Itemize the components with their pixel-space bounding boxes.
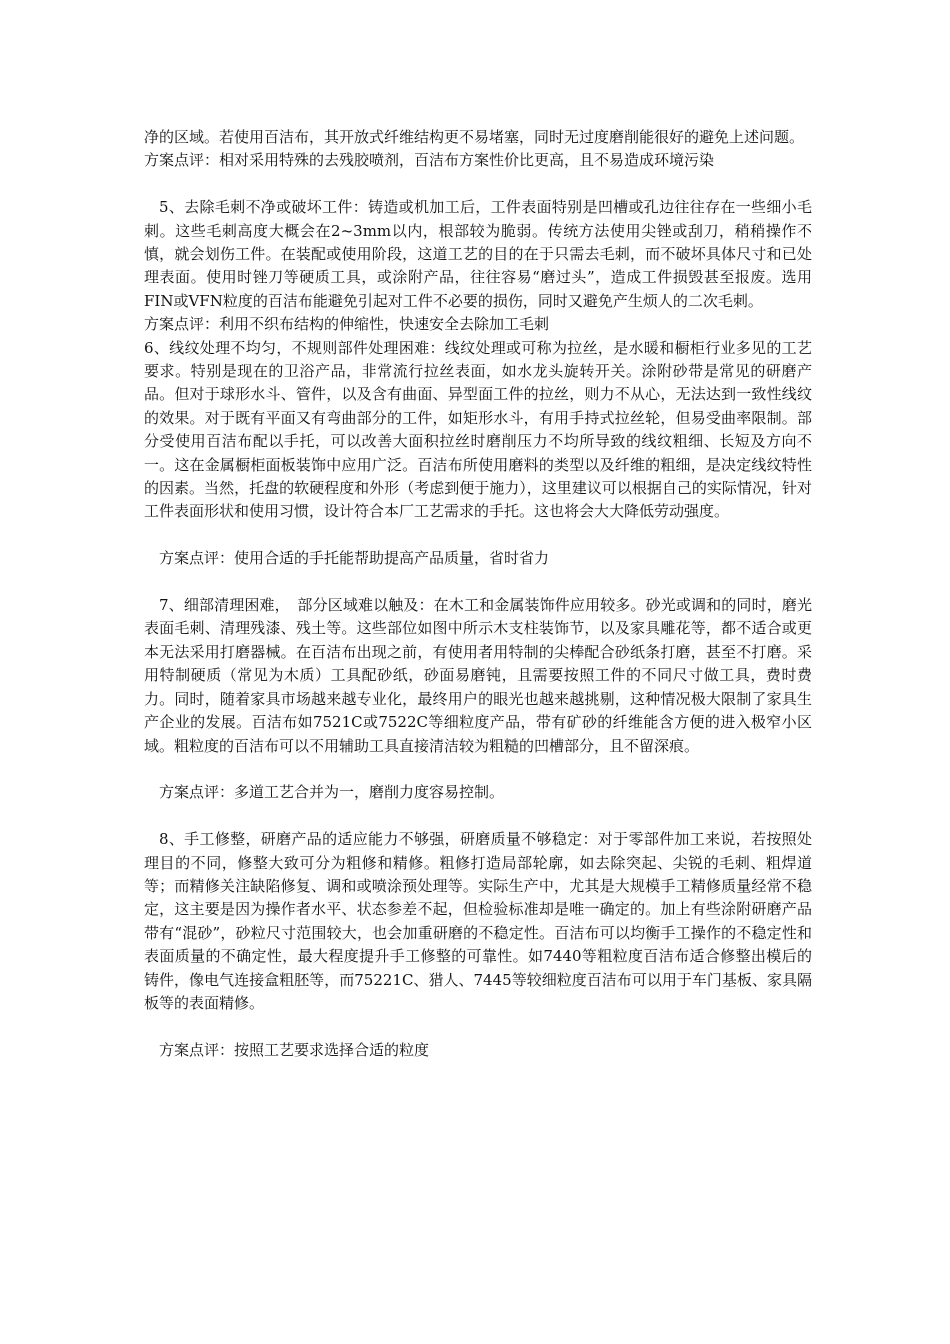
section-5-deburring: 5、去除毛刺不净或破坏工件：铸造或机加工后，工件表面特别是凹槽或孔边往往存在一些细小毛刺。这些毛刺高度大概会在2~3mm以内，根部较为脆弱。传统方法使用尖锉或刮刀，稍稍操作不慎，就会划伤工件。在装配或使用阶段，这道工艺的目的在于只需去毛刺，而不破坏具体尺寸和已处理表面。使用时锉刀等硬质工具，或涂附产品，往往容易“磨过头”，造成工件损毁甚至报废。选用FIN或VFN粒度的百洁布能避免引起对工件不必要的损伤，同时又避免产生烦人的二次毛刺。	[144, 198, 812, 310]
comment-combined-process: 方案点评：多道工艺合并为一，磨削力度容易控制。	[159, 783, 505, 802]
section-7-detail-cleaning: 7、细部清理困难， 部分区域难以触及：在木工和金属装饰件应用较多。砂光或调和的同时，磨光表面毛刺、清理残漆、残土等。这些部位如图中所示木支柱装饰节，以及家具雕花等，都不适合或更本无法采用打磨器械。在百洁布出现之前，有使用者用特制的尖棒配合砂纸条打磨，甚至不打磨。采用特制硬质（常见为木质）工具配砂纸，砂面易磨钝，且需要按照工件的不同尺寸做工具，费时费力。同时，随着家具市场越来越专业化，最终用户的眼光也越来越挑剔，这种情况极大限制了家具生产企业的发展。百洁布如7521C或7522C等细粒度产品，带有矿砂的纤维能含方便的进入极窄小区域。粗粒度的百洁布可以不用辅助工具直接清洁较为粗糙的凹槽部分，且不留深痕。	[144, 596, 812, 755]
comment-deburring: 方案点评：利用不织布结构的伸缩性，快速安全去除加工毛刺	[144, 315, 550, 334]
paragraph-gap	[144, 758, 812, 781]
paragraph-intro-continuation: 净的区域。若使用百洁布，其开放式纤维结构更不易堵塞，同时无过度磨削能很好的避免上述问题。	[144, 128, 805, 146]
paragraph-gap	[144, 524, 812, 547]
document-page	[144, 126, 812, 1062]
paragraph-gap	[144, 173, 812, 196]
comment-hand-pad: 方案点评：使用合适的手托能帮助提高产品质量，省时省力	[159, 549, 550, 568]
paragraph-gap	[144, 571, 812, 594]
section-6-line-texture: 6、线纹处理不均匀，不规则部件处理困难：线纹处理或可称为拉丝，是水暖和橱柜行业多见的工艺要求。特别是现在的卫浴产品，非常流行拉丝表面，如水龙头旋转开关。涂附砂带是常见的研磨产品。但对于球形水斗、管件，以及含有曲面、异型面工件的拉丝，则力不从心，无法达到一致性线纹的效果。对于既有平面又有弯曲部分的工件，如矩形水斗，有用手持式拉丝轮，但易受曲率限制。部分受使用百洁布配以手托，可以改善大面积拉丝时磨削压力不均所导致的线纹粗细、长短及方向不一。这在金属橱柜面板装饰中应用广泛。百洁布所使用磨料的类型以及纤维的粗细，是决定线纹特性的因素。当然，托盘的软硬程度和外形（考虑到便于施力），这里建议可以根据自己的实际情况，针对工件表面形状和使用习惯，设计符合本厂工艺需求的手托。这也将会大大降低劳动强度。	[144, 338, 812, 521]
comment-residue-cleaning: 方案点评：相对采用特殊的去残胶喷剂，百洁布方案性价比更高，且不易造成环境污染	[144, 151, 715, 170]
section-8-manual-finishing: 8、手工修整，研磨产品的适应能力不够强，研磨质量不够稳定：对于零部件加工来说，若按照处理目的不同，修整大致可分为粗修和精修。粗修打造局部轮廓，如去除突起、尖锐的毛刺、粗焊道等；而精修关注缺陷修复、调和或喷涂预处理等。实际生产中，尤其是大规模手工精修质量经常不稳定，这主要是因为操作者水平、状态参差不起，但检验标准却是唯一确定的。加上有些涂附研磨产品带有“混砂”，砂粒尺寸范围较大，也会加重研磨的不稳定性。百洁布可以均衡手工操作的不稳定性和表面质量的不确定性，最大程度提升手工修整的可靠性。如7440等粗粒度百洁布适合修整出模后的铸件，像电气连接盒粗胚等，而75221C、猎人、7445等较细粒度百洁布可以用于车门基板、家具隔板等的表面精修。	[144, 830, 812, 1012]
comment-grit-selection: 方案点评：按照工艺要求选择合适的粒度	[159, 1040, 430, 1059]
paragraph-gap	[144, 1015, 812, 1038]
paragraph-gap	[144, 805, 812, 828]
